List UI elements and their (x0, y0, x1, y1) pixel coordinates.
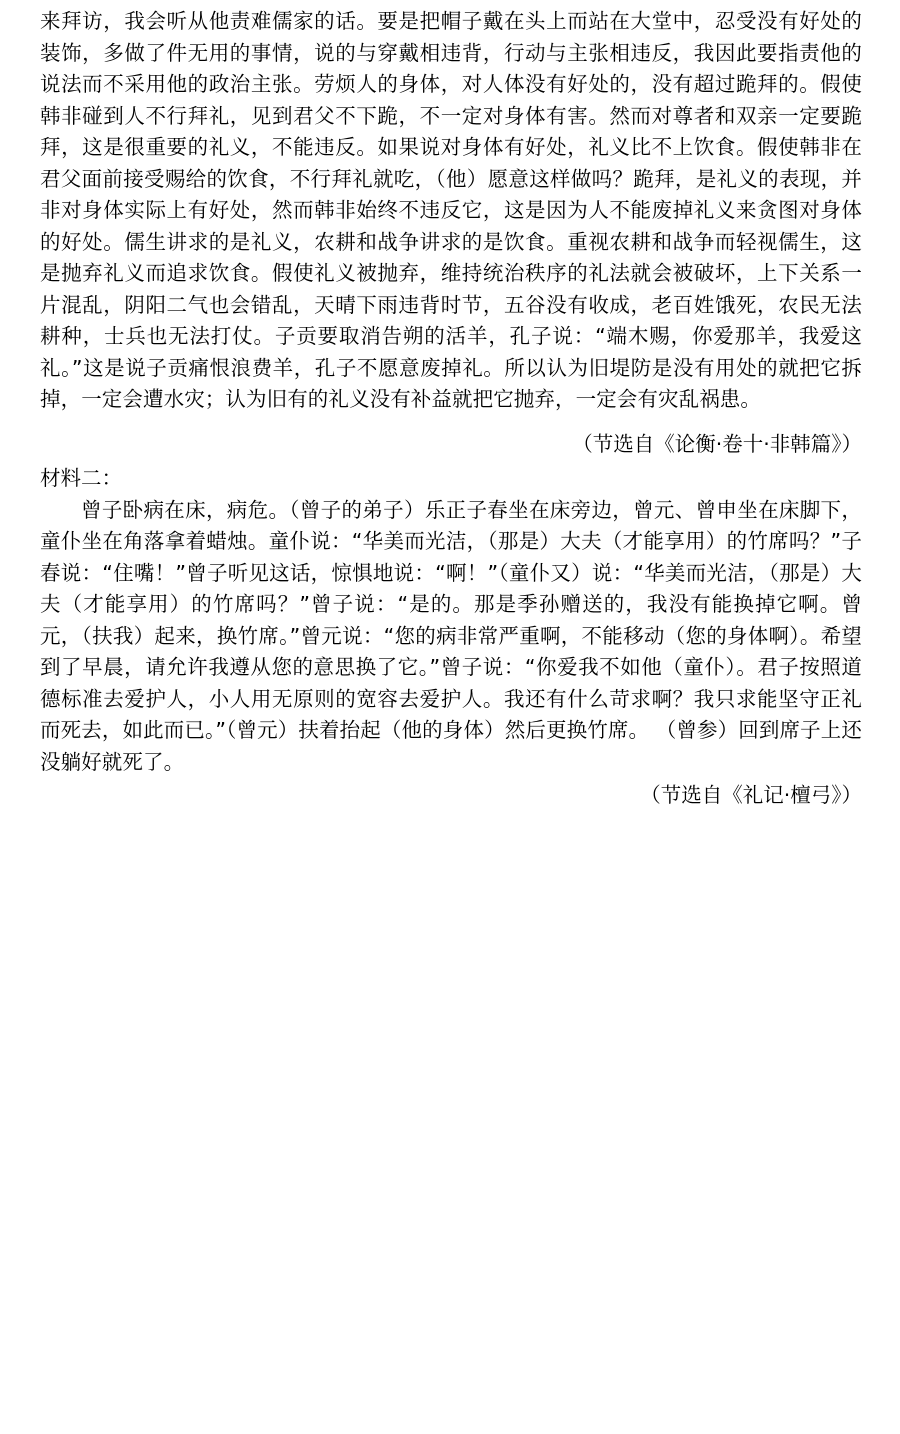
material-two-paragraph: 曾子卧病在床，病危。（曾子的弟子）乐正子春坐在床旁边，曾元、曾申坐在床脚下，童仆坐在角落拿着蜡烛。童仆说：“华美而光洁，（那是）大夫（才能享用）的竹席吗？”子春说：“住嘴！”曾子听见这话，惊惧地说：“啊！”（童仆又）说：“华美而光洁，（那是）大夫（才能享用）的竹席吗？”曾子说：“是的。那是季孙赠送的，我没有能换掉它啊。曾元，（扶我）起来，换竹席。”曾元说：“您的病非常严重啊，不能移动（您的身体啊）。希望到了早晨，请允许我遵从您的意思换了它。”曾子说：“你爱我不如他（童仆）。君子按照道德标准去爱护人，小人用无原则的宽容去爱护人。我还有什么苛求啊？我只求能坚守正礼而死去，如此而已。”（曾元）扶着抬起（他的身体）然后更换竹席。 （曾参）回到席子上还没躺好就死了。 (40, 497, 862, 774)
material-one-source: （节选自《论衡·卷十·非韩篇》） (572, 431, 862, 456)
material-two-source: （节选自《礼记·檀弓》） (640, 783, 862, 807)
material-one-paragraph: 来拜访，我会听从他责难儒家的话。要是把帽子戴在头上而站在大堂中，忍受没有好处的装饰，多做了件无用的事情，说的与穿戴相违背，行动与主张相违反，我因此要指责他的说法而不采用他的政治主张。劳烦人的身体，对人体没有好处的，没有超过跪拜的。假使韩非碰到人不行拜礼，见到君父不下跪，不一定对身体有害。然而对尊者和双亲一定要跪拜，这是很重要的礼义，不能违反。如果说对身体有好处，礼义比不上饮食。假使韩非在君父面前接受赐给的饮食，不行拜礼就吃，（他）愿意这样做吗？跪拜，是礼义的表现，并非对身体实际上有好处，然而韩非始终不违反它，这是因为人不能废掉礼义来贪图对身体的好处。儒生讲求的是礼义，农耕和战争讲求的是饮食。重视农耕和战争而轻视儒生，这是抛弃礼义而追求饮食。假使礼义被抛弃，维持统治秩序的礼法就会被破坏，上下关系一片混乱，阴阳二气也会错乱，天晴下雨违背时节，五谷没有收成，老百姓饿死，农民无法耕种，士兵也无法打仗。子贡要取消告朔的活羊，孔子说：“端木赐，你爱那羊，我爱这礼。”这是说子贡痛恨浪费羊，孔子不愿意废掉礼。所以认为旧堤防是没有用处的就把它拆掉，一定会遭水灾；认为旧有的礼义没有补益就把它抛弃，一定会有灾乱祸患。 (40, 9, 862, 411)
document-page (40, 6, 862, 812)
material-two-heading: 材料二： (40, 466, 122, 490)
